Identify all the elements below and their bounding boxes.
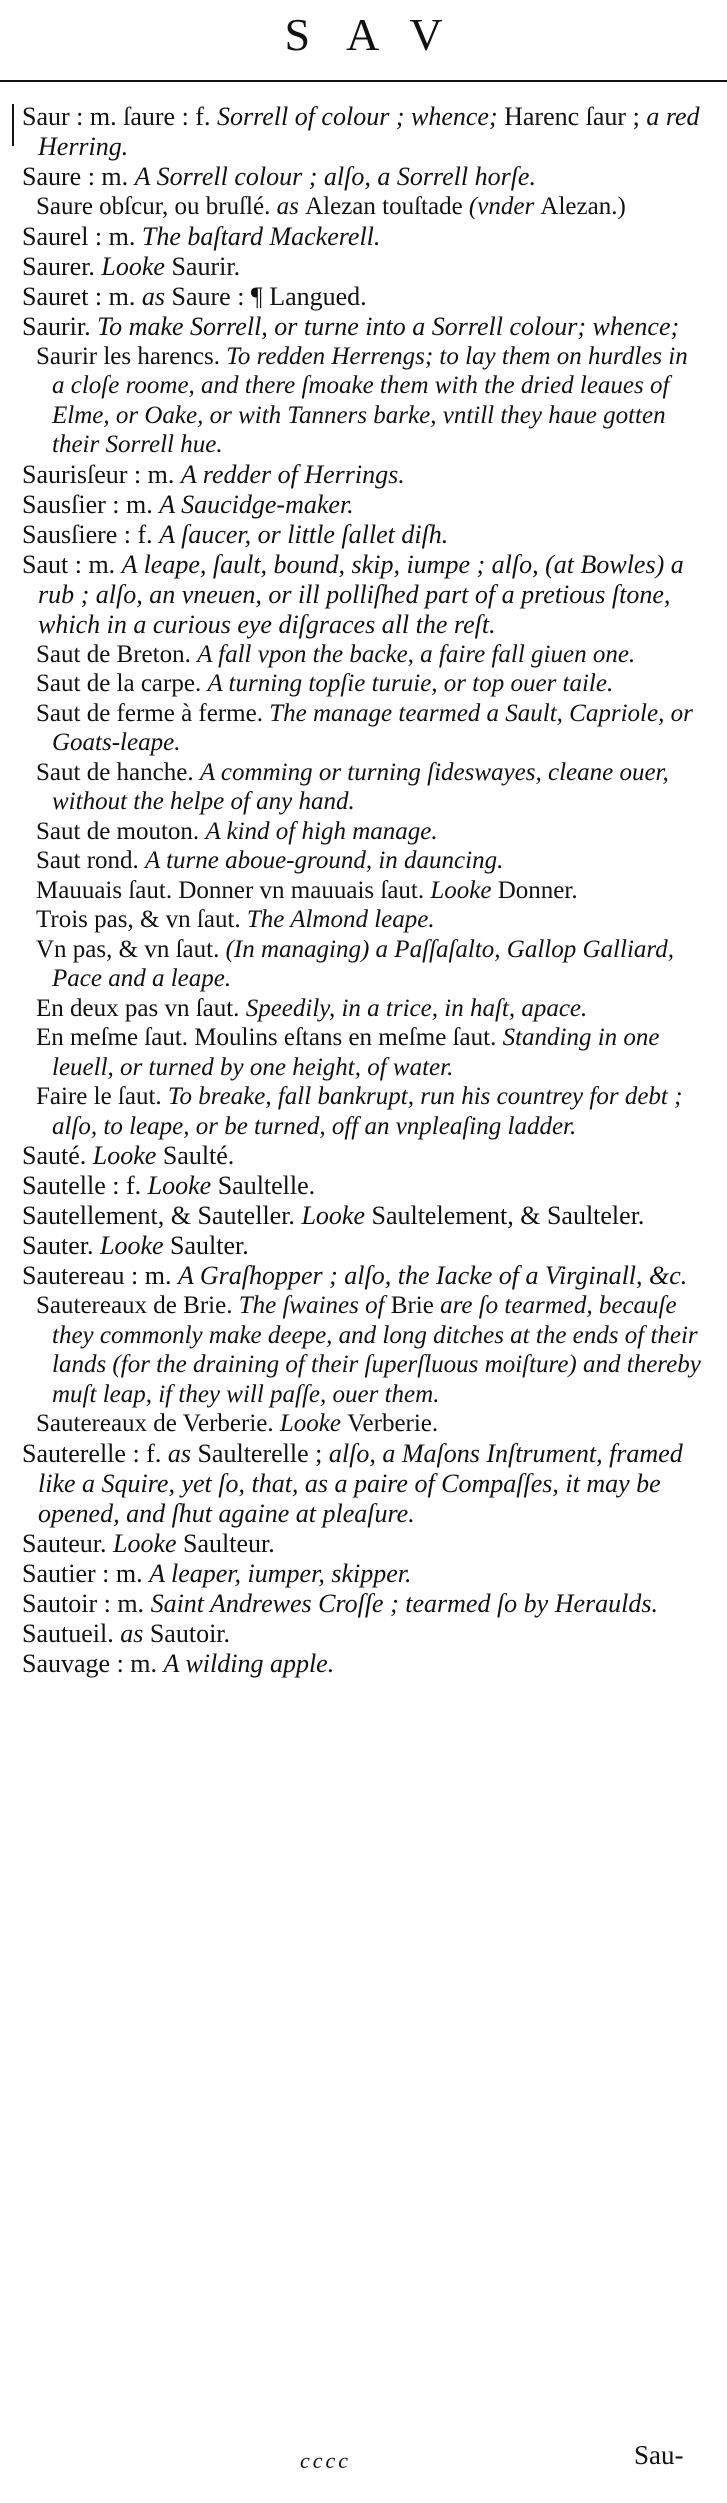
entry-definition: The ſwaines of [238,1292,391,1319]
entry-term: Sautier : m. [22,1558,150,1588]
entry-definition: A turning topſie turuie, or top ouer taile. [207,670,614,697]
entry-definition: Looke [301,1201,372,1230]
entry-term: Sauret : m. [22,281,142,311]
dictionary-entry [22,520,704,550]
dictionary-entry [22,1559,704,1589]
entry-term: Sautoir : m. [22,1588,151,1618]
entry-definition: a red Herring. [38,102,700,161]
entry-term: Mauuais ſaut. Donner vn mauuais ſaut. [36,876,431,904]
entry-term: Saut de Breton. [36,640,198,668]
entry-definition: A wilding apple. [163,1648,335,1678]
entry-term: Saurer. [22,251,102,281]
entry-definition: Speedily, in a trice, in haſt, apace. [245,994,588,1022]
sub-entry [22,994,704,1024]
sub-entry [22,669,704,699]
dictionary-entry [22,460,704,490]
header-rule [0,80,727,82]
entry-definition: A turne aboue-ground, in dauncing. [145,847,504,874]
entry-definition: Saint Andrewes Croſſe ; tearmed ſo by Heraulds. [150,1588,658,1618]
entry-term: Sauterelle : f. [22,1438,168,1468]
entry-term: Faire le ſaut. [36,1083,168,1110]
entry-term: Saulter. [170,1231,249,1260]
entry-term: Saure : m. [22,162,135,191]
entry-term: Saure obſcur, ou bruſlé. [36,193,277,220]
entry-definition: To redden Herrengs; to lay them on hurdles in a cloſe roome, and there ſmoake them with the dried leaues of Elme, or Oake, or with Tanners barke, vntill they haue gotten their Sorrell hue. [52,342,688,458]
entry-term: Saut rond. [36,847,146,874]
entry-definition: (In managing) a Paſſaſalto, Gallop Galliard, Pace and a leape. [52,935,674,992]
entry-definition: A Graſhopper ; alſo, the Iacke of a Virginall, &c. [177,1261,688,1290]
entry-term: Saut : m. [22,549,122,579]
dictionary-entry [22,1171,704,1201]
entry-term: Saure : ¶ Langued. [171,281,367,311]
dictionary-entry [22,162,704,192]
entry-definition: Standing in one leuell, or turned by one height, of water. [52,1024,660,1081]
entry-definition: A ſaucer, or little ſallet diſh. [159,519,449,549]
entry-term: Trois pas, & vn ſaut. [36,906,247,933]
entry-term: Sautereaux de Brie. [36,1292,239,1319]
dictionary-entry [22,282,704,312]
sub-entry [22,876,704,906]
entry-term: Saurel : m. [22,221,142,251]
dictionary-entry [22,252,704,282]
entry-term: Brie [390,1292,441,1319]
entry-term: Saulterelle ; [197,1438,329,1468]
entry-definition: as [276,193,306,220]
entry-term: Sauteur. [22,1528,113,1558]
sub-entry [22,1409,704,1439]
entry-term: Verberie. [347,1410,439,1437]
dictionary-entry [22,1439,704,1529]
sub-entry [22,640,704,670]
sub-entry [22,846,704,876]
entry-term: Saultelement, & Saulteler. [371,1201,645,1230]
sub-entry [22,1291,704,1409]
entry-definition: Looke [430,876,498,904]
entry-definition: Looke [279,1410,348,1437]
entry-definition: alſo, a Maſons Inſtrument, framed like a Squire, yet ſo, that, as a paire of Compaſſes, it may be opened, and ſhut againe at pleaſure. [38,1438,683,1528]
dictionary-entry [22,1231,704,1261]
entry-definition: as [167,1438,198,1468]
dictionary-entry [22,222,704,252]
entry-term: Saurir les harencs. [36,342,227,370]
entry-term: Saultelle. [217,1171,316,1200]
entry-definition: To breake, fall bankrupt, run his countrey for debt ; alſo, to leape, or be turned, off an vnpleaſing ladder. [52,1083,683,1140]
entry-definition: Looke [113,1528,184,1558]
entry-term: Sautoir. [149,1618,231,1648]
entry-term: Harenc ſaur ; [504,102,647,131]
entry-term: En meſme ſaut. Moulins eſtans en meſme ſaut. [36,1024,503,1051]
entry-term: Sausſier : m. [22,489,160,519]
signature-mark: cccc [300,2448,352,2473]
dictionary-entry [22,312,704,342]
entry-term: Saut de hanche. [36,758,200,786]
entry-definition: A fall vpon the backe, a faire fall giuen one. [197,640,636,668]
entry-term: Saulté. [162,1141,235,1170]
entry-term: Sautellement, & Sauteller. [22,1201,302,1230]
entry-definition: A redder of Herrings. [180,459,405,489]
entry-term: Sauter. [22,1231,100,1260]
entry-definition: A leape, ſault, bound, skip, iumpe ; alſo, (at Bowles) a rub ; alſo, an vneuen, or ill polliſhed part of a pretious ſtone, which in a curious eye diſgraces all the reſt. [38,549,684,639]
dictionary-entry [22,550,704,640]
sub-entry [22,699,704,758]
sub-entry [22,905,704,935]
entry-definition: Looke [147,1171,218,1200]
entry-term: Saurir. [171,251,241,281]
entry-definition: Sorrell of colour ; whence; [216,102,505,131]
entry-term: Saurisſeur : m. [22,459,181,489]
sub-entry [22,1082,704,1141]
entry-definition: A Sorrell colour ; alſo, a Sorrell horſe. [134,162,536,191]
entry-term: Alezan.) [540,193,626,220]
entry-definition: Looke [101,251,172,281]
dictionary-entry [22,1141,704,1171]
dictionary-entry [22,490,704,520]
entry-definition: A kind of high manage. [205,817,438,845]
sub-entry [22,1023,704,1082]
entries-column [22,102,704,1679]
entry-definition: are ſo tearmed, becauſe they commonly make deepe, and long ditches at the ends of their lands (for the draining of their ſuperſluous moiſture) and thereby muſt leap, if they will paſſe, ouer them. [52,1292,701,1408]
entry-definition: A comming or turning ſideswayes, cleane ouer, without the helpe of any hand. [52,758,669,815]
dictionary-entry [22,1201,704,1231]
dictionary-entry [22,102,704,162]
entry-term: Saur : m. ſaure : f. [22,102,217,131]
entry-term: Saulteur. [183,1528,275,1558]
entry-definition: A leaper, iumper, skipper. [149,1558,412,1588]
entry-term: Sautereaux de Verberie. [36,1410,280,1437]
dictionary-entry [22,1529,704,1559]
entry-term: Saut de ferme à ferme. [36,699,270,727]
catchword: Sau- [634,2440,684,2470]
entry-definition: as [120,1618,150,1648]
entry-definition: The manage tearmed a Sault, Capriole, or Goats-leape. [52,699,693,756]
sub-entry [22,342,704,460]
entry-term: Saurir. [22,311,98,341]
entry-term: Sautelle : f. [22,1171,148,1200]
entry-definition: The baſtard Mackerell. [141,221,381,251]
dictionary-entry [22,1261,704,1291]
entry-term: Sautueil. [22,1618,121,1648]
dictionary-entry [22,1619,704,1649]
dictionary-entry [22,1589,704,1619]
sub-entry [22,817,704,847]
entry-definition: A Saucidge-maker. [159,489,354,519]
entry-term: Alezan touſtade [305,193,469,220]
entry-definition: Looke [100,1231,171,1260]
entry-term: Sautereau : m. [22,1261,178,1290]
entry-definition: To make Sorrell, or turne into a Sorrell colour; whence; [97,311,680,341]
dictionary-entry [22,1649,704,1679]
sub-entry [22,758,704,817]
sub-entry [22,935,704,994]
entry-definition: The Almond leape. [246,906,435,933]
entry-definition: (vnder [468,193,541,220]
entry-term: Saut de mouton. [36,817,206,845]
entry-definition: Looke [92,1141,163,1170]
entry-definition: as [141,281,172,311]
entry-term: Saut de la carpe. [36,670,208,697]
entry-term: Vn pas, & vn ſaut. [36,935,226,963]
entry-term: Donner. [497,876,578,904]
entry-term: Sausſiere : f. [22,519,160,549]
entry-term: En deux pas vn ſaut. [36,994,246,1022]
column-rule [12,104,14,146]
entry-term: Sauvage : m. [22,1648,164,1678]
entry-term: Sauté. [22,1141,93,1170]
sub-entry [22,192,704,222]
running-head: SAV [284,9,479,60]
